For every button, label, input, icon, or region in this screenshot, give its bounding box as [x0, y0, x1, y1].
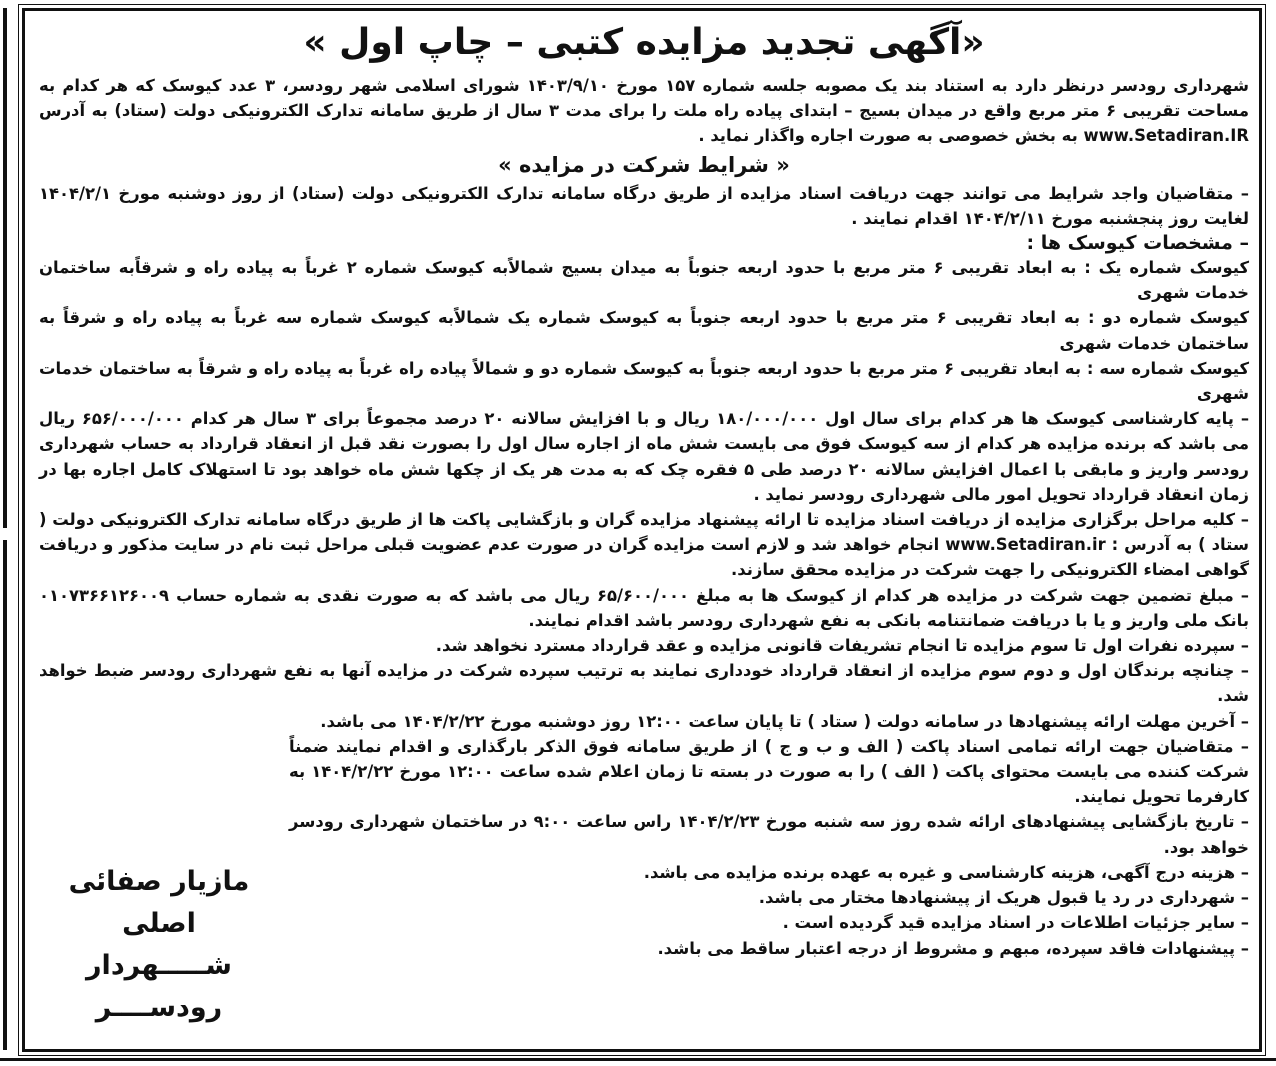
condition-invalid-offers: – پیشنهادات فاقد سپرده، مبهم و مشروط از درجه اعتبار ساقط می باشد. [657, 938, 1249, 958]
column-rule-bottom [3, 540, 7, 1050]
signatory-position: شـــــهردار رودســــر [86, 950, 232, 1023]
conditions-heading: « شرایط شرکت در مزایده » [498, 152, 790, 177]
kiosk-one: کیوسک شماره یک : به ابعاد تقریبی ۶ متر مربع با حدود اربعه جنوباً به میدان بسیج شمالاًبه کیوسک شماره ۲ غرباً به پیاده راه و شرقاًبه ساختمان خدمات شهری [39, 258, 1249, 303]
signatory-name: مازیار صفائی اصلی [68, 866, 250, 939]
kiosk-two: کیوسک شماره دو : به ابعاد تقریبی ۶ متر مربع با حدود اربعه جنوباً به کیوسک شماره یک شمالاًبه کیوسک شماره سه غرباً به پیاده راه و شرقاً به ساختمان خدمات شهری [39, 308, 1249, 353]
announcement-body [39, 15, 1249, 1043]
condition-forfeit: – چنانچه برندگان اول و دوم سوم مزایده از انعقاد قرارداد خودداری نمایند به ترتیب سپرده شرکت در مزایده آنها به نفع شهرداری رودسر ضبط خواهد شد. [39, 661, 1249, 706]
announcement-frame [22, 8, 1262, 1052]
condition-ad-costs: – هزینه درج آگهی، هزینه کارشناسی و غیره به عهده برنده مزایده می باشد. [643, 862, 1249, 882]
condition-documents-period: – متقاضیان واجد شرایط می توانند جهت دریافت اسناد مزایده از طریق درگاه سامانه تدارک الکترونیکی دولت (ستاد) از روز دوشنبه مورخ ۱۴۰۴/۲/۱ لغایت روز پنجشنبه مورخ ۱۴۰۴/۲/۱۱ اقدام نمایند . [39, 183, 1249, 228]
kiosk-three: کیوسک شماره سه : به ابعاد تقریبی ۶ متر مربع با حدود اربعه جنوباً به کیوسک شماره دو و شمالاً پیاده راه غرباً به پیاده راه و شرقاً به ساختمان خدمات شهری [39, 358, 1250, 404]
page-bottom-rule [0, 1058, 1276, 1061]
condition-base-price: – پایه کارشناسی کیوسک ها هر کدام برای سال اول ۱۸۰/۰۰۰/۰۰۰ ریال و با افزایش سالانه ۲۰ درصد مجموعاً برای ۳ سال هر کدام ۶۵۶/۰۰۰/۰۰۰ ریال می باشد که برنده مزایده هر کدام از سه کیوسک فوق می بایست شش ماه از اجاره سال اول را بصورت نقد قبل از انعقاد قرارداد به حساب شهرداری رودسر واریز و مابقی با اعمال افزایش سالانه ۲۰ درصد طی ۵ فقره چک که به مدت هر یک از چکها شش ماه خواهد بود تا استهلاک کامل اجاره بها در زمان انعقاد قرارداد تحویل امور مالی شهرداری رودسر نماید . [39, 409, 1250, 504]
announcement-title: «آگهی تجدید مزایده کتبی – چاپ اول » [303, 22, 985, 63]
condition-guarantee: – مبلغ تضمین جهت شرکت در مزایده هر کدام از کیوسک ها به مبلغ ۶۵/۶۰۰/۰۰۰ ریال می باشد که به صورت نقدی به شماره حساب ۰۱۰۷۳۶۶۱۲۶۰۰۹ بانک ملی واریز و یا با دریافت ضمانتنامه بانکی به نفع شهرداری رودسر باشد اقدام نمایند. [39, 585, 1249, 630]
intro-paragraph: شهرداری رودسر درنظر دارد به استناد بند یک مصوبه جلسه شماره ۱۵۷ مورخ ۱۴۰۳/۹/۱۰ شورای اسلامی شهر رودسر، ۳ عدد کیوسک که هر کدام به مساحت تقریبی ۶ متر مربع واقع در میدان بسیج – ابتدای پیاده راه ملت را برای مدت ۳ سال از طریق سامانه تدارک الکترونیکی دولت (ستاد) به آدرس www.Setadiran.IR به بخش خصوصی به صورت اجاره واگذار نماید . [39, 76, 1249, 146]
condition-municipality-right: – شهرداری در رد یا قبول هریک از پیشنهادها مختار می باشد. [758, 888, 1249, 908]
column-rule-top [3, 8, 7, 528]
condition-envelopes: – متقاضیان جهت ارائه تمامی اسناد پاکت ( الف و ب و ج ) از طریق سامانه فوق الذکر بارگذاری و اقدام نمایند ضمناً شرکت کننده می بایست محتوای پاکت ( الف ) را به صورت در بسته تا زمان اعلام شده ساعت ۱۲:۰۰ مورخ ۱۴۰۴/۲/۲۲ به کارفرما تحویل نمایند. [289, 736, 1249, 807]
condition-details: – سایر جزئیات اطلاعات در اسناد مزایده قید گردیده است . [782, 913, 1249, 933]
condition-deadline: – آخرین مهلت ارائه پیشنهادها در سامانه دولت ( ستاد ) تا پایان ساعت ۱۲:۰۰ روز دوشنبه مورخ ۱۴۰۴/۲/۲۲ می باشد. [320, 711, 1249, 731]
condition-deposit-return: – سپرده نفرات اول تا سوم مزایده تا انجام تشریفات قانونی مزایده و عقد قرارداد مسترد نخواهد شد. [435, 636, 1249, 656]
condition-opening-date: – تاریخ بازگشایی پیشنهادهای ارائه شده روز سه شنبه مورخ ۱۴۰۴/۲/۲۳ راس ساعت ۹:۰۰ در ساختمان شهرداری رودسر خواهد بود. [289, 812, 1249, 857]
signature-block [39, 861, 279, 1029]
kiosks-heading: – مشخصات کیوسک ها : [1026, 232, 1249, 255]
condition-online-process: – کلیه مراحل برگزاری مزایده از دریافت اسناد مزایده تا ارائه پیشنهاد مزایده گران و بازگشایی پاکت ها از طریق درگاه سامانه تدارک الکترونیکی دولت ( ستاد ) به آدرس : www.Setadiran.ir انجام خواهد شد و لازم است مزایده گران در صورت عدم عضویت قبلی مراحل ثبت نام در سایت مذکور و دریافت گواهی امضاء الکترونیکی را جهت شرکت در مزایده محقق سازند. [39, 510, 1249, 580]
